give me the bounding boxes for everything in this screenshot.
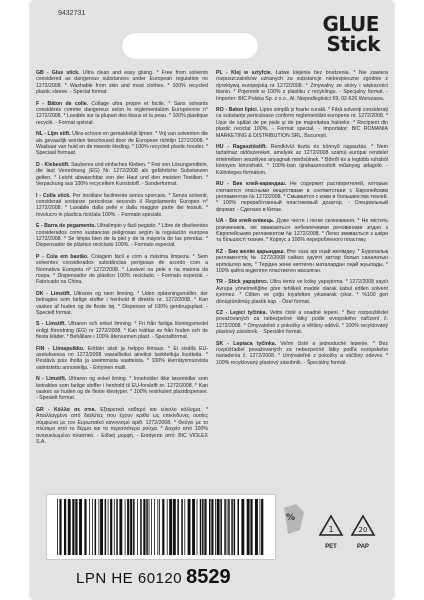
barcode-bar bbox=[64, 499, 66, 555]
triangle-recycle-icon bbox=[350, 514, 376, 538]
barcode-bar bbox=[137, 499, 138, 555]
text-block-body: Ultra clean and easy gluing. * Free from solvents considered as dangerous substances under European regulation no 1272/2008. * Washable from skin and most clothes. * 100% recycled plastic sleeve. - Special format. bbox=[36, 70, 208, 96]
barcode-label bbox=[46, 494, 276, 560]
lpn-number: 8529 bbox=[186, 566, 231, 588]
barcode-bar bbox=[59, 499, 61, 555]
barcode-bar bbox=[57, 499, 58, 555]
hang-hole bbox=[121, 32, 259, 60]
text-block bbox=[216, 144, 388, 176]
text-block-label: TR - Stick yapıştırıcı. bbox=[216, 279, 269, 286]
barcode-bar bbox=[114, 499, 115, 555]
barcode-bar bbox=[116, 499, 118, 555]
text-block bbox=[216, 107, 388, 139]
barcode-bar bbox=[108, 499, 109, 555]
text-block-body: Łatwe klejenie bez brudzenia. * Nie zawiera rozpuszczalników uznanych za substancje niebezpieczne zgodnie z dyrektywą europejską nr 1272/2008. * Zmywalny ze skóry i większości tkanin. * Pojemnik w 100% z plastiku z recyklingu. - Specjalny format. - Importer: BIC Polska Sp. z o.o., Al. Niepodległości 69, 02-626 Warszawa. bbox=[216, 70, 388, 102]
text-block-body: Erittäin siisti ja helppo liimaus. * Ei sisällä EU-asetuksessa no 1272/2008 vaarallisiksi aineiksi luokiteltuja liuotteita. * Pestävä pois iholta ja useimmista vaatteista. * 100% kierrätysmuovista valmistettu annostelija. - Erityinen malli. bbox=[36, 345, 208, 371]
pap-recycle-mark bbox=[348, 514, 378, 554]
text-block-body: Ultra-schoon en gemakkelijk lijmen. * Vrij van solventen die als gevaarlijk worden beschouwd door de Europese richtlijn 1272/2008. * Wasbaar van huid en de meeste kleding. * 100% recycled plastic houder. * Speciaal formaat. bbox=[36, 131, 208, 157]
text-block bbox=[36, 162, 208, 188]
barcode-bar bbox=[241, 499, 244, 555]
text-block-label: UA - Бік клей-олівець. bbox=[216, 218, 275, 225]
barcode-bar bbox=[197, 499, 198, 555]
barcode-bar bbox=[202, 499, 204, 555]
triangle-recycle-icon bbox=[318, 514, 344, 538]
text-block-label: N - Limstift. bbox=[36, 376, 67, 383]
barcode-bar bbox=[224, 499, 226, 555]
text-block bbox=[36, 376, 208, 402]
text-block-body: Дуже чисте і легке склеювання. * Не містить розчинників, які вважаються небезпечними речовинами згідно з Європейським регламентом № 1272/2008. * Легко змивається з шкіри та більшості тканин. * Корпус з 100% переробленого пластику. bbox=[216, 218, 388, 244]
barcode-bar bbox=[159, 499, 160, 555]
text-column-left bbox=[36, 70, 208, 490]
text-block-label: P - Cola em bastão. bbox=[36, 253, 89, 260]
barcode-bar bbox=[140, 499, 142, 555]
svg-text:1: 1 bbox=[328, 525, 334, 534]
svg-text:20: 20 bbox=[358, 526, 368, 534]
barcode-bar bbox=[234, 499, 236, 555]
barcode-bar bbox=[146, 499, 148, 555]
barcode-bar bbox=[157, 499, 158, 555]
barcode-bar bbox=[151, 499, 152, 555]
text-block bbox=[36, 291, 208, 317]
instruction-text bbox=[36, 70, 388, 490]
text-block bbox=[216, 218, 388, 244]
barcode-bar bbox=[130, 499, 132, 555]
text-block-body: Ultraren och enkel limning. * Fri från farliga lösningsmedel enligt förordning (EG) nr 1272/2008. * Kan tvättas av från huden och de flesta kläder. * Behållare i 100% återvunnen plast. - Specialformat. bbox=[36, 321, 208, 341]
barcode-bar bbox=[89, 499, 90, 555]
barcode-bar bbox=[68, 499, 71, 555]
text-block-body: Per incollare facilmente senza sporcare. * Senza solventi, considerati sostanze pericolose secondo il Regolamento Europeo n° 1272/2008. * Lavabile dalla pelle e dalla maggior parte dei tessuti. * Involucro in plastica riciclata 100%. - Formato speciale. bbox=[36, 192, 208, 218]
barcode-bar bbox=[72, 499, 74, 555]
text-block bbox=[216, 70, 388, 102]
text-block bbox=[36, 193, 208, 219]
barcode-bar bbox=[133, 499, 135, 555]
text-block-body: Colagem fácil e com a máxima limpeza. * Sem solventes considerados substâncias perigosas de acordo com a Normativa Europeia nº 1272/2008. * Lavável na pele e na maioria da roupa. * Dispensador de plástico 100% reciclado. - Formato especial. - Fabricado na China. bbox=[36, 253, 208, 286]
brand-logo bbox=[323, 14, 380, 54]
barcode-bar bbox=[211, 499, 213, 555]
barcode-bar bbox=[119, 499, 122, 555]
text-block-body: Не содержит растворителей, которые считаются опасными веществами в соответствии с Европейским регламентом № 1272/2008. * Смывается с кожи и большинства тканей. * 100% переработанный пластиковый дозатор. - Специальный формат. - Сделано в Китае. bbox=[216, 181, 388, 213]
text-block bbox=[216, 249, 388, 275]
text-block-label: FIN - Liimapuikko. bbox=[36, 345, 85, 352]
pet-label: PET bbox=[325, 544, 337, 550]
text-block bbox=[216, 310, 388, 336]
text-block-body: Ultra temiz ve kolay yapıştırma. * 1272/2008 sayılı Avrupa yönetmeliğine göre tehlikeli madde olarak kabul edilen solvent içermez. * Ciltten ve çoğu kıyafetten yıkanarak çıkar. * %100 geri dönüştürülmüş plastik kap. - Özel format. bbox=[216, 279, 388, 305]
text-block bbox=[216, 181, 388, 213]
barcode-bar bbox=[154, 499, 155, 555]
barcode-bar bbox=[75, 499, 77, 555]
barcode-bar bbox=[125, 499, 126, 555]
barcode-bar bbox=[169, 499, 172, 555]
barcode-bar bbox=[250, 499, 252, 555]
barcode-bar bbox=[184, 499, 185, 555]
barcode-bar bbox=[204, 499, 206, 555]
text-block-body: Ultralimpio y fácil pegado. * Libre de disolventes considerados como sustancias peligrosas según la regulación europea 1272/2008. * Se limpia bien de la piel y de la mayoría de las prendas. * Dispensador de plástico reciclado 100%. - Formato especial. bbox=[36, 223, 208, 249]
text-block-body: Ultraren og enkel liming. * Inneholder ikke løsemidler som betraktes som farlige stoffer i henhold til EU-forskrift nr. 1272/2008. * Kan vaskes av huden og de fleste klestyper. * 100% resirkulert plastdispenser. - Spesielt format. bbox=[36, 376, 208, 402]
barcode-bar bbox=[105, 499, 107, 555]
recycle-partial-icon bbox=[282, 500, 306, 540]
lpn-code bbox=[76, 566, 231, 589]
barcode-bar bbox=[149, 499, 150, 555]
barcode-bar bbox=[181, 499, 183, 555]
barcode-bar bbox=[79, 499, 82, 555]
barcode-bar bbox=[188, 499, 191, 555]
text-block bbox=[36, 321, 208, 340]
text-block-label: GB - Glue stick. bbox=[36, 70, 80, 76]
text-block-label: CZ - Lepicí tyčinka. bbox=[216, 310, 268, 316]
text-block-body: Velmi čisté a snadné lepení. * Bez rozpouštědel považovaných za nebezpečné látky podle evropského nařízení č. 1272/2008. * Omyvatelné z pokožky a většiny oděvů. * 100% recyklovaný plastový zásobník. - Speciální formát. bbox=[216, 310, 388, 336]
text-block-body: Lipire simplă și foarte curată. * Fără solvenți considerați ca substanțe periculoase conform reglementării europene nr. 1272/2008. * Ușor de spălat de pe piele și de pe majoritatea hainelor. * Recipient din plastic reciclat 100%. - Format special. - Importator: BIC ROMANIA MARKETING & DISTRIBUTION SRL, București. bbox=[216, 107, 388, 139]
lpn-prefix: LPN HE 60120 bbox=[76, 570, 183, 587]
text-column-right bbox=[216, 70, 388, 490]
text-block-body: Ultraren og nem limning. * Uden opløsningsmidler, der betragtes som farlige stoffer i henhold til direktiv nr. 1272/2008. * Kan vaskes af huden og de fleste tøj. * Dispenser af 100% genbrugsplast. - Specielt format. bbox=[36, 290, 208, 316]
text-block-label: HU - Ragasztóstift. bbox=[216, 144, 267, 151]
svg-text:%: % bbox=[286, 513, 296, 523]
text-block-label: SK - Lepiaca tyčinka. bbox=[216, 340, 277, 347]
barcode-bar bbox=[95, 499, 97, 555]
text-block bbox=[36, 223, 208, 249]
pet-recycle-mark bbox=[316, 514, 346, 554]
barcode-bar bbox=[192, 499, 195, 555]
barcode-bar bbox=[177, 499, 179, 555]
text-block-label: NL - Lijm stift. bbox=[36, 131, 71, 138]
barcode-bar bbox=[173, 499, 176, 555]
text-block-label: F - Bâton de colle. bbox=[36, 100, 89, 107]
barcode-bar bbox=[228, 499, 230, 555]
text-block-label: RO - Baton lipici. bbox=[216, 107, 259, 114]
text-block-label: RU - Бик клей-карандаш. bbox=[216, 181, 287, 188]
barcode-bar bbox=[238, 499, 240, 555]
text-block-label: KZ - Бик желім қарындаш. bbox=[216, 248, 285, 255]
text-block-label: PL - Klej w sztyfcie. bbox=[216, 70, 273, 76]
text-block-label: DK - Limstift. bbox=[36, 290, 72, 297]
text-block bbox=[36, 407, 208, 445]
barcode-bar bbox=[247, 499, 250, 555]
text-block bbox=[36, 131, 208, 157]
blister-card bbox=[30, 0, 394, 600]
barcode-bar bbox=[231, 499, 233, 555]
text-block-label: E - Barra de pegamento. bbox=[36, 223, 96, 230]
barcode-bar bbox=[227, 499, 228, 555]
logo-line-2: Stick bbox=[326, 32, 380, 56]
barcode-bar bbox=[200, 499, 202, 555]
text-block bbox=[36, 101, 208, 127]
text-block-body: Collage ultra propre et facile. * Sans solvants considérés comme dangereux selon le réglementation Européenne n° 1272/2008. * Lavable sur la plupart des tissus et la peau. * 100% plastique recyclé. - Format spécial. bbox=[36, 100, 208, 126]
text-block-body: Veľmi čisté a jednoduché lepenie. * Bez rozpúšťadiel považovaných za nebezpečné látky podľa európskeho nariadenia č. 1272/2008. * Umývateľné z pokožky a väčšiny odevov. * 100% recyklovaný plastový zásobník. - Špeciálny formát. bbox=[216, 340, 388, 366]
text-block-label: S - Limstift. bbox=[36, 321, 66, 328]
text-block-body: Өте таза әрі оңай желімдеу. * Еуропалық регламенттің № 1272/2008 сәйкес қауіпті заттар болып саналатын еріткіштер жоқ. * Теріден және көптеген маталардан оңай жуылады. * 100% қайта өңделген пластиктен жасалған. bbox=[216, 248, 388, 274]
barcode-bar bbox=[167, 499, 168, 555]
text-block-body: Εξαιρετικά καθαρό και εύκολο κόλλημα. * Απαλλαγμένο από διαλύτες που έχουν κριθεί ως επικίνδυνες ουσίες σύμφωνα με τον Ευρωπαϊκό κανονισμό αριθ. 1272/2008. * Φεύγει με το πλύσιμο από το δέρμα και τα περισσότερα ρούχα. * Δοχείο από 100% ανακυκλωμένο πλαστικό. - Ειδική μορφή. - Εισάγεται από: BIC VIOLEX S.A. bbox=[36, 406, 208, 445]
barcode bbox=[55, 499, 267, 555]
text-block bbox=[36, 254, 208, 286]
barcode-bar bbox=[143, 499, 145, 555]
barcode-bar bbox=[100, 499, 103, 555]
text-block-body: Sauberes und einfaches Kleben. * Frei von Lösungsmitteln, die laut Verordnung (EG) Nr. 1272/2008 als gefährliche Substanzen gelten. * Leicht abwaschbar von der Haut und den meisten Textilien. * Verpackung aus 100% recyceltem Kunststoff. - Sonderformat. bbox=[36, 161, 208, 188]
barcode-bar bbox=[84, 499, 86, 555]
sku-number: 9432731 bbox=[58, 10, 86, 17]
barcode-bar bbox=[261, 499, 263, 555]
logo-line-1: GLUE bbox=[322, 12, 379, 36]
barcode-bar bbox=[209, 499, 211, 555]
text-block bbox=[216, 279, 388, 305]
text-block-label: GR - Κόλλα σε στικ. bbox=[36, 406, 96, 413]
barcode-bar bbox=[217, 499, 220, 555]
text-block bbox=[216, 341, 388, 367]
text-block-label: D - Klebestift. bbox=[36, 161, 70, 168]
text-block bbox=[36, 70, 208, 96]
barcode-bar bbox=[260, 499, 261, 555]
barcode-bar bbox=[99, 499, 100, 555]
barcode-bar bbox=[110, 499, 112, 555]
barcode-bar bbox=[215, 499, 216, 555]
barcode-bar bbox=[220, 499, 222, 555]
barcode-bar bbox=[92, 499, 93, 555]
barcode-bar bbox=[127, 499, 129, 555]
text-block-label: I - Colla stick. bbox=[36, 192, 71, 199]
pap-label: PAP bbox=[357, 544, 369, 550]
text-block bbox=[36, 346, 208, 372]
barcode-bar bbox=[162, 499, 164, 555]
barcode-bar bbox=[255, 499, 258, 555]
text-block-body: Rendkívül tiszta és könnyű ragasztás. * Nem tartalmaz oldószereket, amelyek az 1272/2008 számú európai rendelet értelmében veszélyes anyagnak minősülnek. * Bőrről és a legtöbb ruhából könnyen kimosható. * 100%-ban újrahasznosított műanyag adagoló. - Különleges formátum. bbox=[216, 144, 388, 176]
